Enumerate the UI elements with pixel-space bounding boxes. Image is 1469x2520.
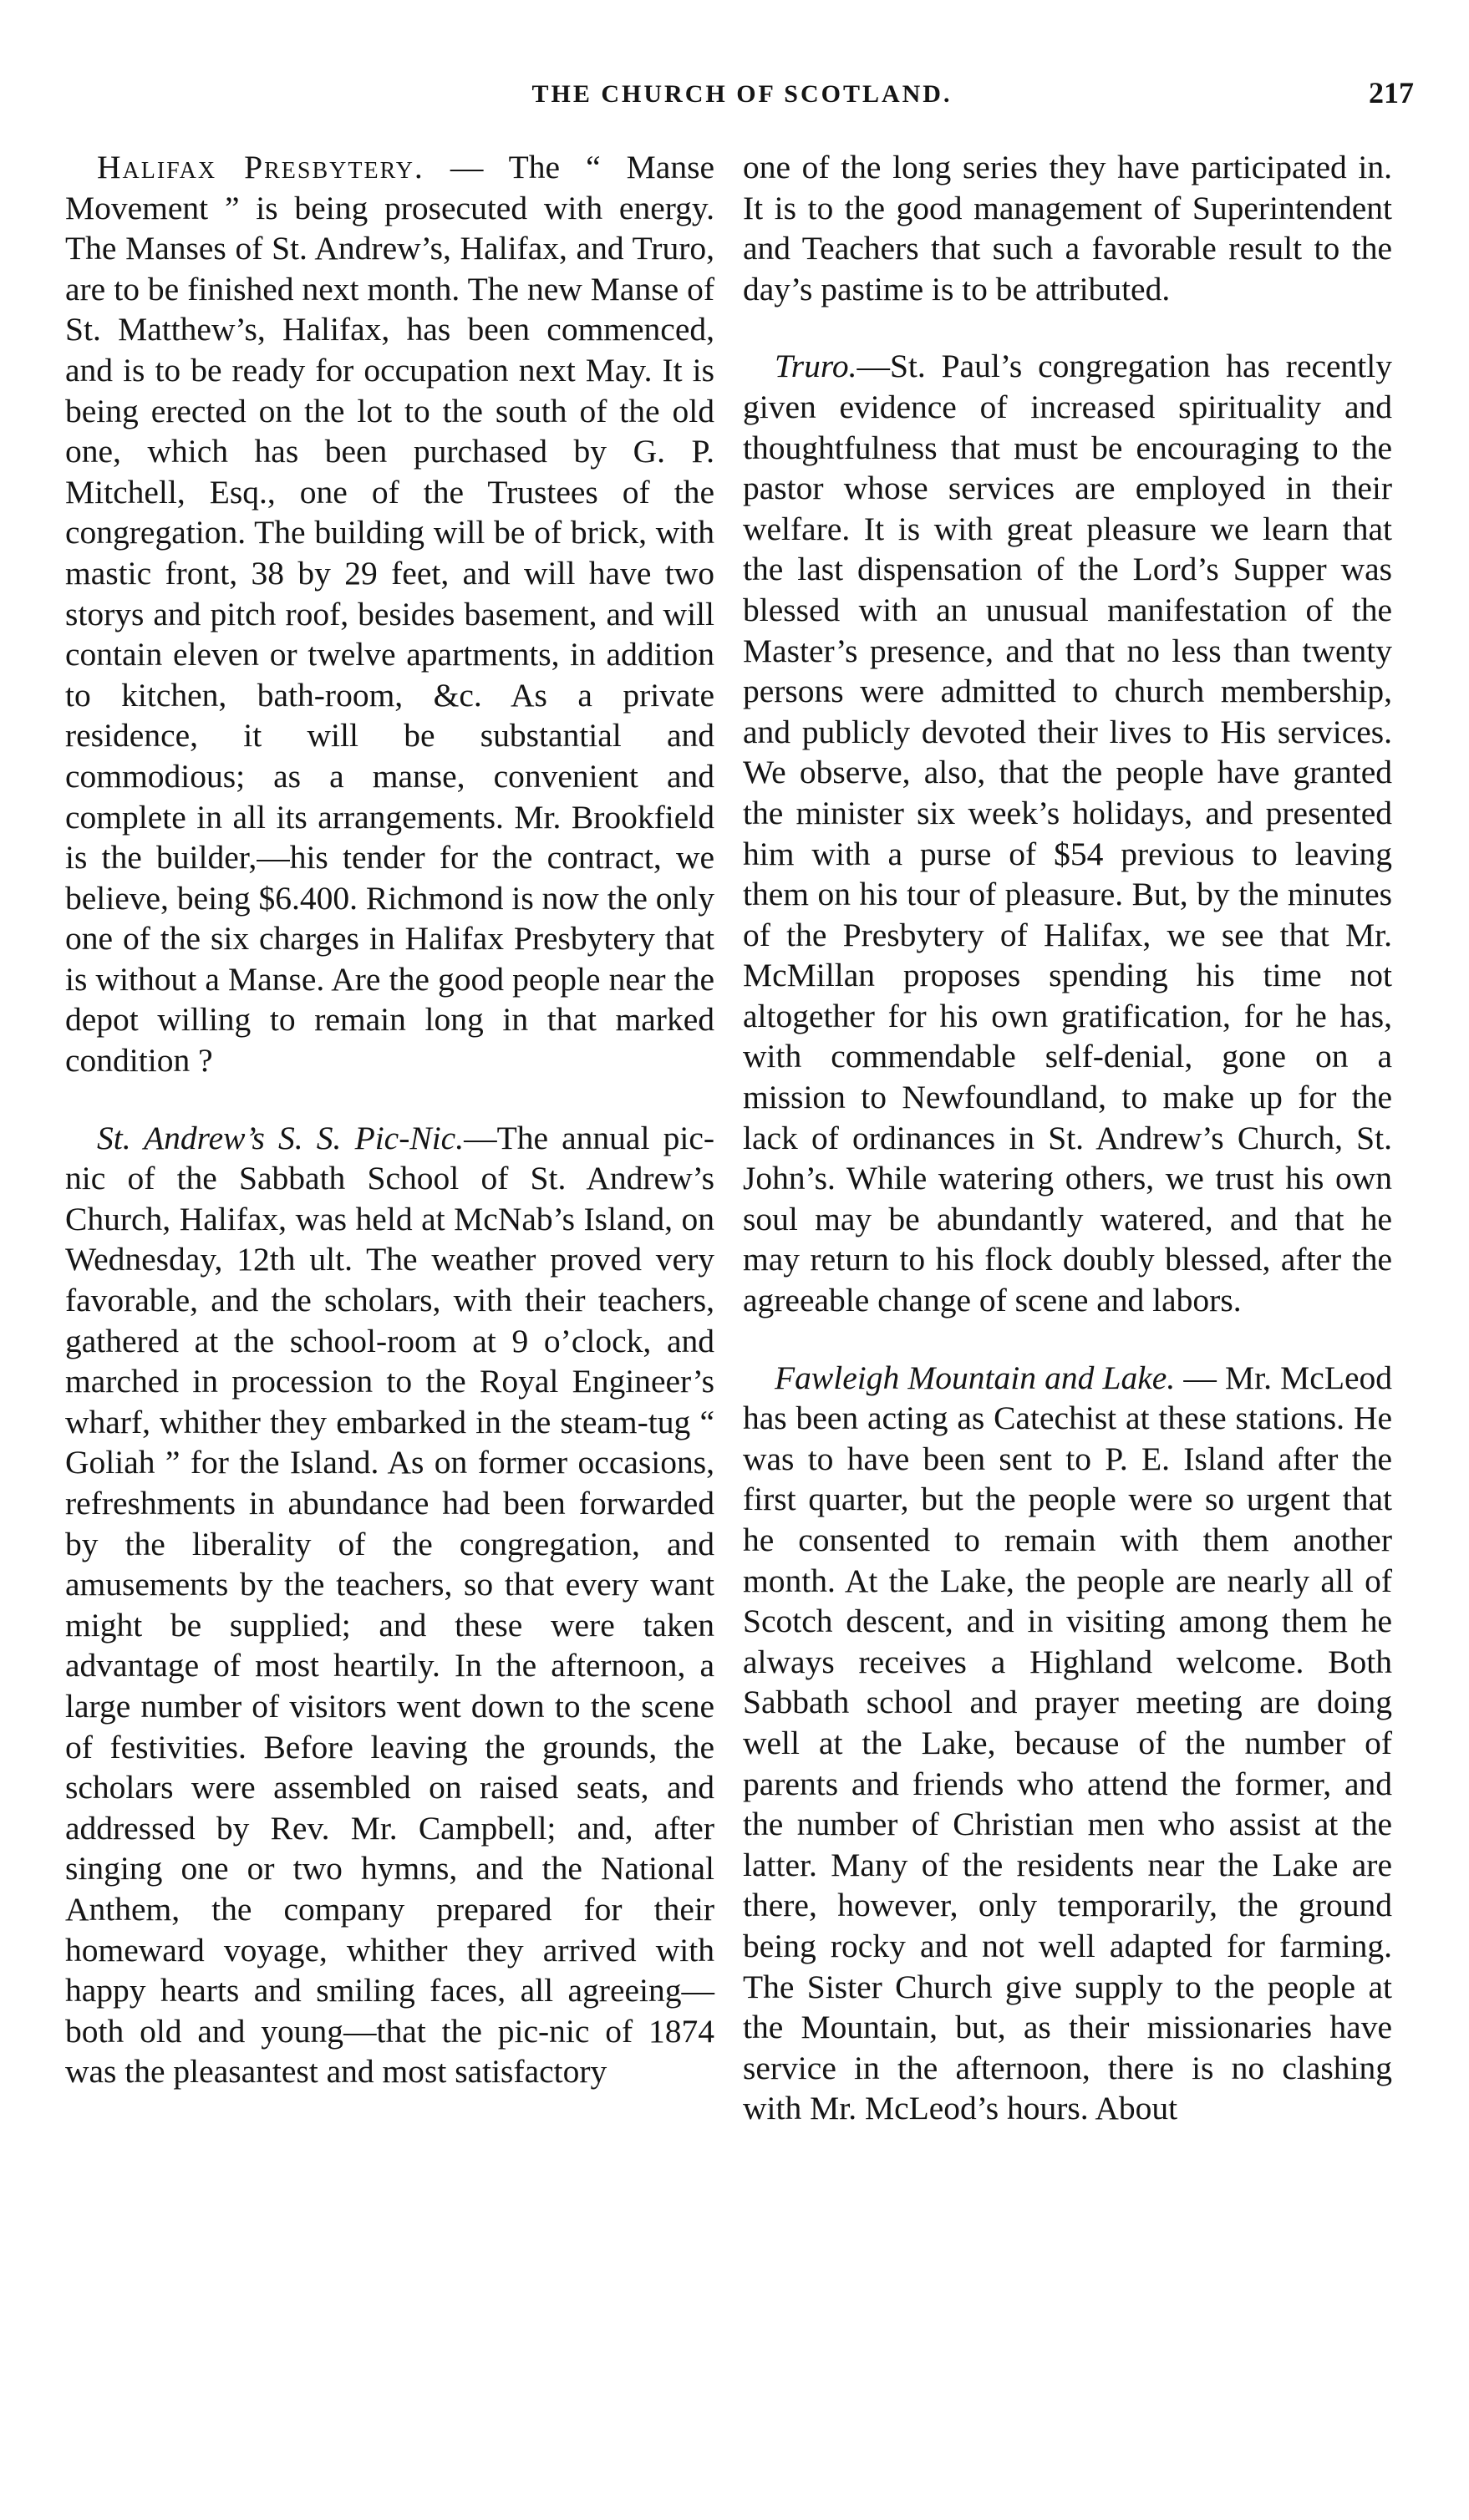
- article-truro: [743, 346, 1392, 1320]
- page-header: [65, 76, 1419, 127]
- article-body: —St. Paul’s congregation has recently given evidence of increased spirituality and thoughtfulness that must be encouraging to the pastor whose services are employed in their welfare. It is with great pleasure we learn that the last dispensation of the Lord’s Supper was blessed with an unusual manifestation of the Master’s presence, and that no less than twenty persons were admitted to church membership, and publicly devoted their lives to His services. We observe, also, that the people have granted the minister six week’s holidays, and presented him with a purse of $54 previous to leaving them on his tour of pleasure. But, by the minutes of the Presbytery of Halifax, we see that Mr. McMillan proposes spending his time not altogether for his own gratification, for he has, with commendable self-denial, gone on a mission to Newfoundland, to make up for the lack of ordinances in St. Andrew’s Church, St. John’s. While watering others, we trust his own soul may be abundantly watered, and that he may return to his flock doubly blessed, after the agreeable change of scene and labors.: [743, 348, 1392, 1319]
- article-body: —The annual pic-nic of the Sabbath School of St. Andrew’s Church, Halifax, was held at McNab’s Island, on Wednesday, 12th ult. The weather proved very favorable, and the scholars, with their teachers, gathered at the school-room at 9 o’clock, and marched in procession to the Royal Engineer’s wharf, whither they embarked in the steam-tug “ Goliah ” for the Island. As on former occasions, refreshments in abundance had been forwarded by the liberality of the congregation, and amusements by the teachers, so that every want might be supplied; and these were taken advantage of most heartily. In the afternoon, a large number of visitors went down to the scene of festivities. Before leaving the grounds, the scholars were assembled on raised seats, and addressed by Rev. Mr. Campbell; and, after singing one or two hymns, and the National Anthem, the company prepared for their homeward voyage, whither they arrived with happy hearts and smiling faces, all agreeing—both old and young—that the pic-nic of 1874 was the pleasantest and most satisfactory: [65, 1119, 714, 2091]
- article-body: — Mr. McLeod has been acting as Catechist at these stations. He was to have been sent to P. E. Island after the first quarter, but the people were so urgent that he consented to remain with them another month. At the Lake, the people are nearly all of Scotch descent, and in visiting among them he always receives a Highland welcome. Both Sabbath school and prayer meeting are doing well at the Lake, because of the number of parents and friends who attend the former, and the number of Christian men who assist at the latter. Many of the residents near the Lake are there, however, only temporarily, the ground being rocky and not well adapted for farming. The Sister Church give supply to the people at the Mountain, but, as their missionaries have service in the afternoon, there is no clashing with Mr. McLeod’s hours. About: [743, 1359, 1392, 2127]
- article-fawleigh-mountain-lake: [743, 1358, 1392, 2129]
- article-body: one of the long series they have participated in. It is to the good management of Superintendent and Teachers that such a favorable result to the day’s pastime is to be attributed.: [743, 149, 1392, 307]
- page-number: 217: [1369, 76, 1414, 109]
- article-st-andrews-picnic: [65, 1118, 714, 2092]
- article-lead: Halifax Presbytery.: [97, 149, 424, 185]
- article-halifax-presbytery: [65, 147, 714, 1081]
- article-picnic-continued: [743, 147, 1392, 309]
- left-column: [65, 147, 714, 2166]
- article-lead: Truro.: [775, 348, 857, 385]
- article-lead: Fawleigh Mountain and Lake.: [775, 1359, 1176, 1396]
- article-lead: St. Andrew’s S. S. Pic-Nic.: [97, 1119, 465, 1156]
- running-title: THE CHURCH OF SCOTLAND.: [531, 80, 953, 108]
- right-column: [743, 147, 1392, 2166]
- article-body: — The “ Manse Movement ” is being prosecuted with energy. The Manses of St. Andrew’s, Halifax, and Truro, are to be finished next month. The new Manse of St. Matthew’s, Halifax, has been commenced, and is to be ready for occupation next May. It is being erected on the lot to the south of the old one, which has been purchased by G. P. Mitchell, Esq., one of the Trustees of the congregation. The building will be of brick, with mastic front, 38 by 29 feet, and will have two storys and pitch roof, besides basement, and will contain eleven or twelve apartments, in addition to kitchen, bath-room, &c. As a private residence, it will be substantial and commodious; as a manse, convenient and complete in all its arrangements. Mr. Brookfield is the builder,—his tender for the contract, we believe, being $6.400. Richmond is now the only one of the six charges in Halifax Presbytery that is without a Manse. Are the good people near the depot willing to remain long in that marked condition ?: [65, 149, 714, 1080]
- text-columns: [65, 147, 1419, 2166]
